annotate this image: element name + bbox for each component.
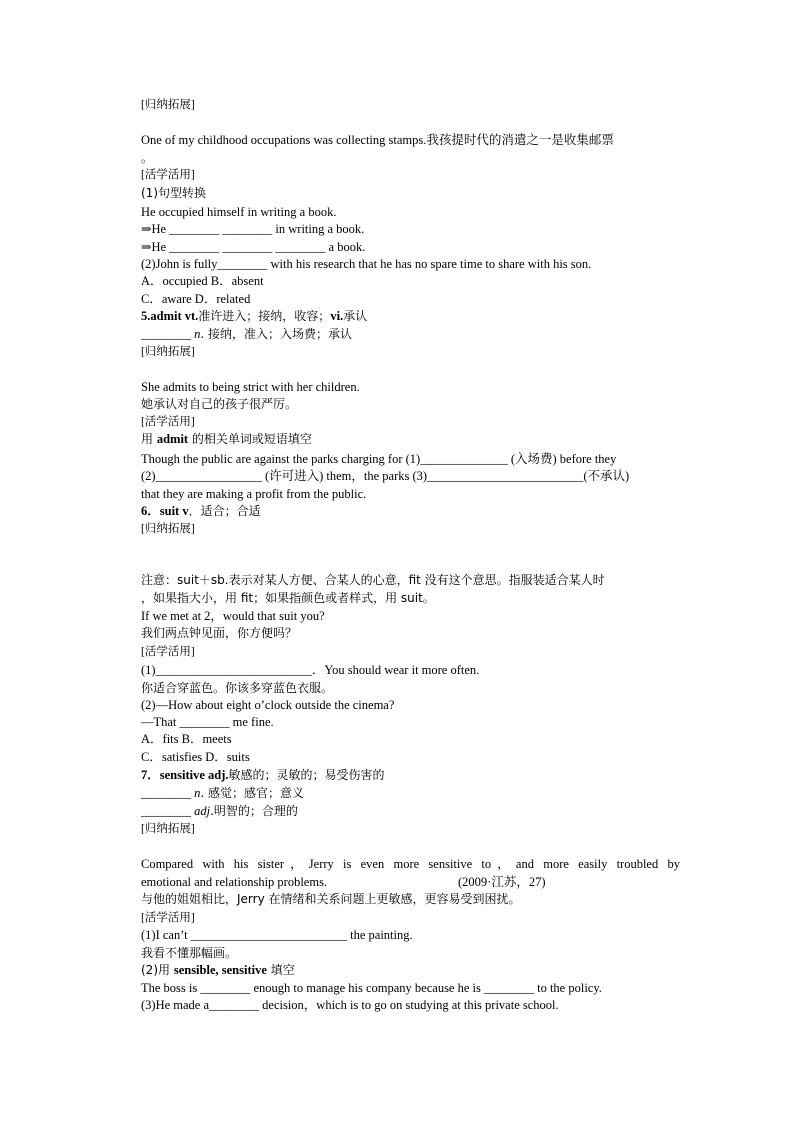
example-sentence: If we met at 2，would that suit you?	[141, 609, 325, 623]
vocab-word: 6．suit v	[141, 504, 189, 518]
answer-options: A．fits B．meets	[141, 732, 232, 746]
section-heading: [活学活用]	[141, 912, 195, 924]
exercise-question: (1)I can’t _________________________ the painting.	[141, 928, 413, 942]
section-heading: [归纳拓展]	[141, 99, 195, 111]
vocab-word: 7．sensitive adj.	[141, 768, 229, 782]
example-translation: 她承认对自己的孩子很严厉。	[141, 397, 298, 411]
vocab-derivative	[141, 803, 298, 819]
vocab-meaning: ．适合；合适	[188, 504, 261, 518]
exercise-title: 用 admit 的相关单词或短语填空	[141, 432, 312, 446]
section-heading: [活学活用]	[141, 646, 195, 658]
vocab-meaning: 准许进入；接纳，收容；	[198, 309, 331, 323]
vocab-entry-suit	[141, 503, 261, 519]
example-translation: 与他的姐姐相比，Jerry 在情绪和关系问题上更敏感，更容易受到困扰。	[141, 892, 521, 906]
exercise-question: that they are making a profit from the public.	[141, 487, 367, 501]
vocab-entry-admit	[141, 308, 367, 324]
exercise-question: (2)_________________ (许可进入) them，the parks (3)_________________________(不承认)	[141, 469, 630, 483]
section-heading: [归纳拓展]	[141, 523, 195, 535]
exercise-blank-line: ⇒He ________ ________ ________ a book.	[141, 240, 366, 254]
exercise-title: (1)句型转换	[141, 186, 206, 200]
text-line: 。	[141, 151, 154, 165]
example-sentence: She admits to being strict with her children.	[141, 380, 360, 394]
vocab-pos: adj	[194, 804, 211, 818]
vocab-derivative	[141, 785, 304, 801]
vocab-meaning: 承认	[343, 309, 368, 323]
exercise-title: (2)用 sensible, sensitive 填空	[141, 963, 295, 977]
exercise-blank-line: ⇒He ________ ________ in writing a book.	[141, 222, 365, 236]
vocab-word: 5.admit vt.	[141, 309, 199, 323]
vocab-pos: vi.	[330, 309, 344, 323]
example-sentence: One of my childhood occupations was collecting stamps.我孩提时代的消遣之一是收集邮票	[141, 133, 614, 147]
exercise-question: (2)John is fully________ with his research that he has no spare time to share with his son.	[141, 257, 592, 271]
source-citation: (2009·江苏，27)	[458, 875, 546, 889]
answer-options: A．occupied B．absent	[141, 274, 264, 288]
vocab-meaning: . 感觉；感官；意义	[200, 786, 305, 800]
blank: ________	[141, 327, 195, 341]
exercise-translation: 我看不懂那幅画。	[141, 946, 238, 960]
exercise-question: (3)He made a________ decision，which is to go on studying at this private school.	[141, 998, 559, 1012]
example-sentence: Compared with his sister，Jerry is even more sensitive to，and more easily troubled by	[141, 857, 680, 871]
section-heading: [活学活用]	[141, 416, 195, 428]
answer-options: C．aware D．related	[141, 292, 251, 306]
blank: ________	[141, 786, 195, 800]
exercise-question: (2)—How about eight o’clock outside the cinema?	[141, 698, 395, 712]
example-translation: 我们两点钟见面，你方便吗？	[141, 626, 298, 640]
section-heading: [归纳拓展]	[141, 346, 195, 358]
blank: ________	[141, 804, 195, 818]
example-sentence: emotional and relationship problems.	[141, 875, 328, 889]
answer-options: C．satisfies D．suits	[141, 750, 250, 764]
vocab-pos: n	[194, 327, 201, 341]
section-heading: [活学活用]	[141, 169, 195, 181]
vocab-entry-sensitive	[141, 767, 385, 783]
vocab-meaning: . 接纳，准入；入场费；承认	[200, 327, 353, 341]
exercise-translation: 你适合穿蓝色。你该多穿蓝色衣服。	[141, 681, 334, 695]
vocab-meaning: .明智的；合理的	[210, 804, 298, 818]
usage-note: ，如果指大小，用 fit；如果指颜色或者样式，用 suit。	[141, 591, 435, 605]
exercise-question: Though the public are against the parks charging for (1)______________ (入场费) before they	[141, 452, 617, 466]
usage-note: 注意：suit＋sb.表示对某人方便、合某人的心意，fit 没有这个意思。指服装适合某人时	[141, 573, 605, 587]
text-line: He occupied himself in writing a book.	[141, 205, 337, 219]
exercise-question: —That ________ me fine.	[141, 715, 274, 729]
vocab-derivative	[141, 326, 352, 342]
exercise-question: (1)_________________________．You should wear it more often.	[141, 663, 480, 677]
section-heading: [归纳拓展]	[141, 823, 195, 835]
exercise-question: The boss is ________ enough to manage his company because he is ________ to the policy.	[141, 981, 602, 995]
vocab-pos: n	[194, 786, 201, 800]
vocab-meaning: 敏感的；灵敏的；易受伤害的	[228, 768, 385, 782]
